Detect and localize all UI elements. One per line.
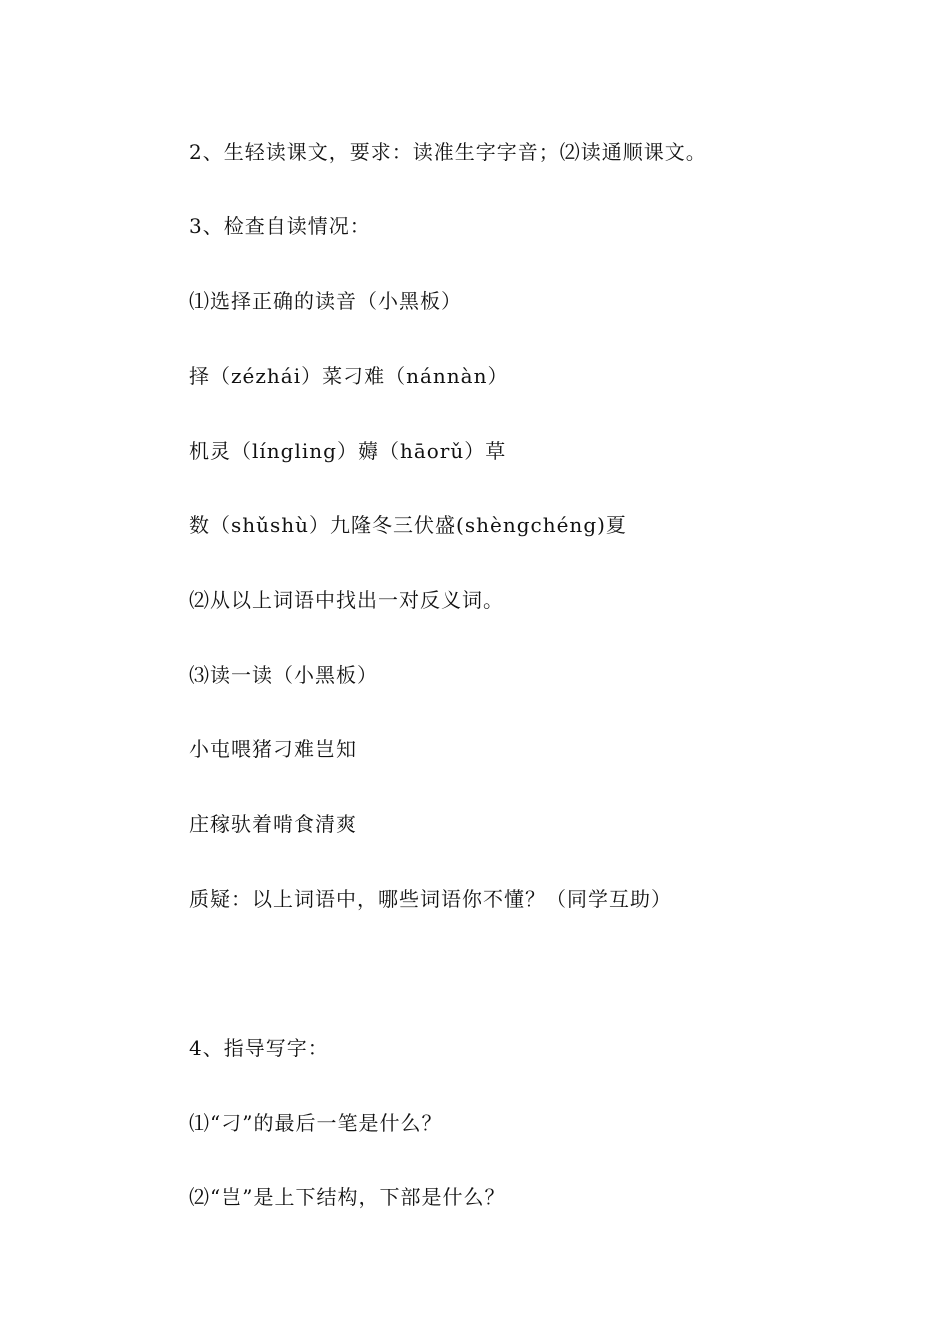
text-line-pinyin-1: 择（zézhái）菜刁难（nánnàn） [189,364,509,388]
text-line-choose-pronunciation: ⑴选择正确的读音（小黑板） [189,289,462,313]
text-line-reading-requirements: 2、生轻读课文，要求：读准生字字音；⑵读通顺课文。 [189,140,707,164]
text-line-writing-guidance: 4、指导写字： [189,1036,329,1060]
text-line-pinyin-3: 数（shǔshù）九隆冬三伏盛(shèngchéng)夏 [189,513,627,537]
text-line-pinyin-2: 机灵（língling）薅（hāorǔ）草 [189,439,507,463]
text-line-writing-q1: ⑴“刁”的最后一笔是什么？ [189,1111,443,1135]
text-line-writing-q2: ⑵“岂”是上下结构，下部是什么？ [189,1185,506,1209]
text-line-antonyms: ⑵从以上词语中找出一对反义词。 [189,588,504,612]
text-line-read-aloud: ⑶读一读（小黑板） [189,663,378,687]
text-line-words-1: 小屯喂猪刁难岂知 [189,737,357,761]
text-line-words-2: 庄稼驮着啃食清爽 [189,812,357,836]
text-line-check-self-reading: 3、检查自读情况： [189,214,371,238]
text-line-questions: 质疑：以上词语中，哪些词语你不懂？（同学互助） [189,887,672,911]
